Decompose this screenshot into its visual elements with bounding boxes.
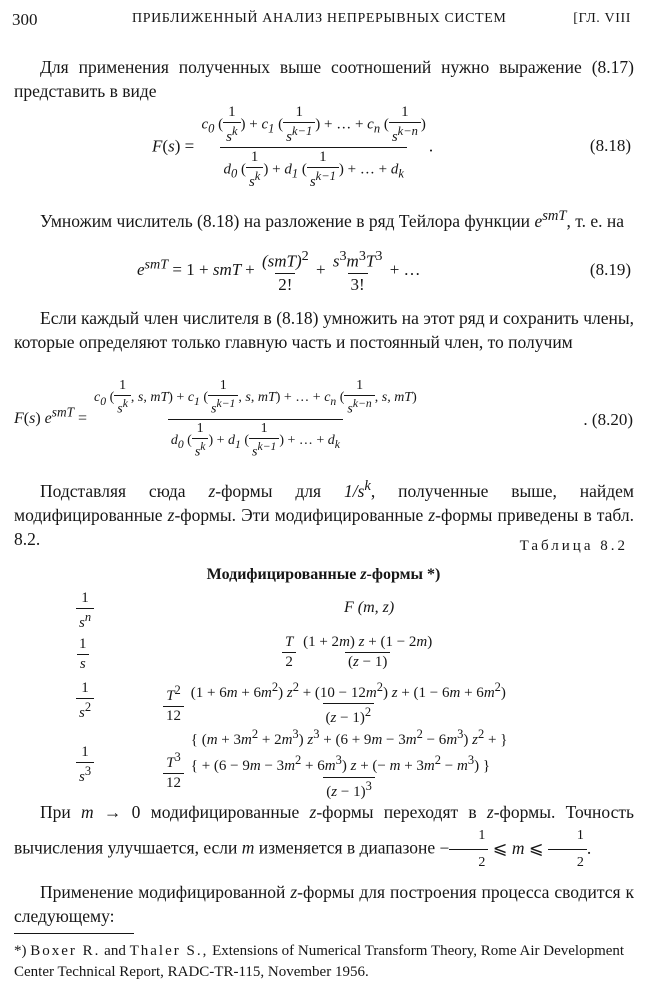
equation-number-8-18: (8.18)	[589, 136, 631, 155]
page-number: 300	[12, 10, 38, 29]
table-row-2-left: $\frac{1}{s^2}$	[76, 680, 94, 722]
equation-number-8-19: (8.19)	[589, 260, 631, 279]
equation-8-19: $e^{smT} = 1$ + smT + $\frac{(smT)^2}{2!}$ + $\frac{s^3m^3T^3}{3!}$ + …	[137, 248, 421, 294]
paragraph-3: Если каждый член числителя в (8.18) умножить на этот ряд и сохранить члены, которые определяют только главную часть и постоянный член, то получим	[14, 308, 634, 352]
footnote: *) Boxer R. and Thaler S., Extensions of Numerical Transform Theory, Rome Air Development Center Technical Report, RADC-TR-115, November 1956.	[14, 943, 625, 980]
chapter-label: [ГЛ. VIII	[573, 11, 631, 26]
footnote-rule	[14, 933, 134, 934]
equation-8-20: F(s) $e^{smT}$ = $c_0$ ( $\frac{1}{s^k}$ , s, $mT) + c_1$ ( $\frac{1}{s^{k-1}}$ , s, mT) + … + $c_n$ ( $\frac{1}{s^{k-n}}$ , s, mT) $d_0$ ( $\frac{1}{s^k}$ ) + $d_1$ ( $\frac{1}{s^{k-1}}$ ) + … + $d_k$	[14, 378, 417, 460]
running-header: ПРИБЛИЖЕННЫЙ АНАЛИЗ НЕПРЕРЫВНЫХ СИСТЕМ	[132, 11, 507, 26]
equation-number-8-20: . (8.20)	[583, 410, 633, 429]
paragraph-6: Применение модифицированной z-формы для построения процесса сводится к следующему:	[14, 882, 634, 926]
paragraph-4: Подставляя сюда z-формы для $1/s^k$, полученные выше, найдем модифицированные z-формы. Эти модифицированные z-формы приведены в табл. 8.2.	[14, 478, 635, 549]
paragraph-1: Для применения полученных выше соотношений нужно выражение (8.17) представить в виде	[14, 57, 634, 101]
table-caption: Таблица 8.2	[519, 538, 628, 554]
equation-8-18: F(s) = $c_0$ ( $\frac{1}{s^k}$ ) + $c_1$ ( $\frac{1}{s^{k-1}}$ ) + … + $c_n$ ( $\frac{1}{s^{k-n}}$ ) $d_0$ ( $\frac{1}{s^k}$ ) + $d_1$ ( $\frac{1}{s^{k-1}}$ ) + … + $d_k$ .	[152, 104, 434, 190]
paragraph-5: При m → 0 модифицированные z-формы переходят в z-формы. Точность вычисления улучшается, если m изменяется в диапазоне − $\frac{1}{2}$ ⩽ m ⩽ $\frac{1}{2}$ .	[14, 800, 634, 875]
table-row-2-right: $\frac{T^2}{12}$ $\frac{(1 + 6m + 6m^2) z^2 + (10 - 12m^2) z + (1 - 6m + 6m^2)}{(z - 1)^2}$	[163, 680, 509, 727]
table-header-right: F (m, z)	[344, 599, 395, 616]
table-title: Модифицированные z-формы *)	[206, 566, 441, 583]
table-header-left: $\frac{1}{s^n}$	[76, 590, 94, 632]
table-row-3-right: $\frac{T^3}{12}$ { $(m + 3m^2 + 2m^3)$ $z^3 + (6 + 9m - 3m^2 - 6m^3) z^2$ + } { + $(6 - 9m - 3m^2 + 6m^3)$ z + (− $m + 3m^2 - m^3$) } $(z - 1)^3$	[163, 724, 510, 801]
paragraph-2: Умножим числитель (8.18) на разложение в ряд Тейлора функции $e^{smT}$, т. е. на	[40, 208, 625, 231]
table-row-3-left: $\frac{1}{s^3}$	[76, 744, 94, 786]
table-row-1-left: $\frac{1}{s}$	[76, 636, 90, 673]
table-row-1-right: $\frac{T}{2}$ $\frac{(1 + 2m) z + (1 - 2m)}{(z - 1)}$	[282, 634, 435, 671]
